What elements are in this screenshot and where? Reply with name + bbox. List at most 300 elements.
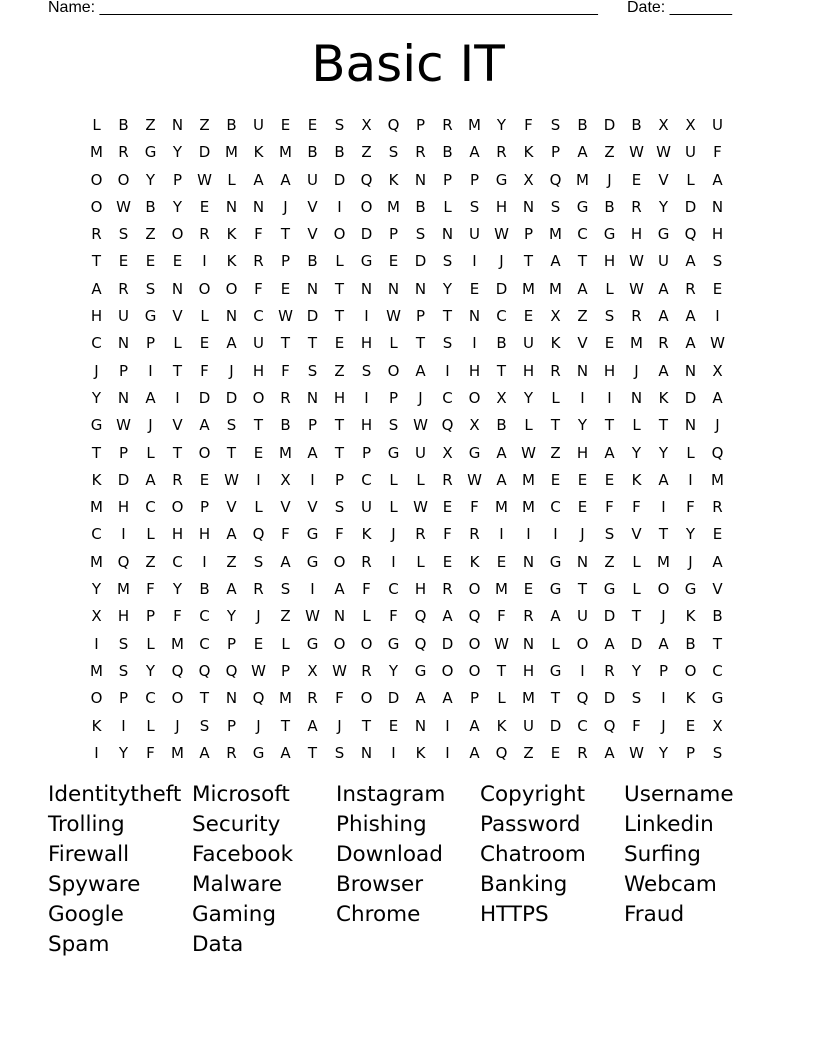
grid-letter[interactable]: A bbox=[145, 470, 156, 489]
grid-letter[interactable]: O bbox=[360, 634, 373, 653]
grid-letter[interactable]: A bbox=[685, 252, 696, 271]
grid-letter[interactable]: F bbox=[713, 143, 722, 162]
grid-letter[interactable]: K bbox=[91, 716, 102, 735]
grid-letter[interactable]: Y bbox=[685, 525, 696, 544]
grid-letter[interactable]: E bbox=[604, 470, 615, 489]
grid-letter[interactable]: Q bbox=[711, 443, 724, 462]
grid-letter[interactable]: S bbox=[631, 689, 642, 708]
grid-letter[interactable]: S bbox=[118, 661, 129, 680]
grid-letter[interactable]: H bbox=[252, 361, 265, 380]
grid-letter[interactable]: M bbox=[225, 143, 238, 162]
grid-letter[interactable]: M bbox=[495, 498, 508, 517]
grid-letter[interactable]: I bbox=[121, 716, 126, 735]
grid-letter[interactable]: D bbox=[441, 634, 454, 653]
grid-letter[interactable]: A bbox=[469, 743, 480, 762]
grid-letter[interactable]: D bbox=[333, 170, 346, 189]
grid-letter[interactable]: E bbox=[631, 170, 642, 189]
grid-letter[interactable]: G bbox=[603, 580, 616, 599]
grid-letter[interactable]: N bbox=[306, 388, 319, 407]
grid-letter[interactable]: Q bbox=[576, 689, 589, 708]
grid-letter[interactable]: R bbox=[361, 552, 372, 571]
grid-letter[interactable]: O bbox=[252, 388, 265, 407]
grid-letter[interactable]: F bbox=[497, 607, 506, 626]
grid-letter[interactable]: J bbox=[499, 252, 504, 271]
grid-letter[interactable]: P bbox=[118, 361, 129, 380]
grid-letter[interactable]: Z bbox=[604, 552, 615, 571]
grid-letter[interactable]: X bbox=[658, 116, 669, 134]
grid-letter[interactable]: Z bbox=[334, 361, 345, 380]
grid-letter[interactable]: T bbox=[577, 252, 588, 271]
grid-letter[interactable]: M bbox=[171, 634, 184, 653]
grid-letter[interactable]: Y bbox=[118, 743, 129, 762]
grid-letter[interactable]: E bbox=[523, 580, 534, 599]
grid-letter[interactable]: V bbox=[577, 334, 588, 353]
grid-letter[interactable]: H bbox=[522, 361, 535, 380]
grid-letter[interactable]: G bbox=[549, 661, 562, 680]
grid-letter[interactable]: W bbox=[656, 143, 671, 162]
grid-letter[interactable]: K bbox=[496, 716, 507, 735]
grid-letter[interactable]: A bbox=[712, 388, 723, 407]
grid-letter[interactable]: L bbox=[416, 470, 425, 489]
grid-letter[interactable]: I bbox=[202, 252, 207, 271]
grid-letter[interactable]: R bbox=[496, 143, 507, 162]
grid-letter[interactable]: E bbox=[604, 334, 615, 353]
grid-letter[interactable]: J bbox=[688, 552, 693, 571]
grid-letter[interactable]: D bbox=[198, 388, 211, 407]
grid-letter[interactable]: F bbox=[146, 580, 155, 599]
grid-letter[interactable]: M bbox=[387, 197, 400, 216]
grid-letter[interactable]: A bbox=[442, 607, 453, 626]
grid-letter[interactable]: F bbox=[281, 361, 290, 380]
grid-letter[interactable]: B bbox=[685, 634, 696, 653]
grid-letter[interactable]: U bbox=[415, 443, 426, 462]
grid-letter[interactable]: Z bbox=[199, 116, 210, 134]
grid-letter[interactable]: N bbox=[306, 279, 319, 298]
grid-letter[interactable]: Q bbox=[414, 607, 427, 626]
grid-letter[interactable]: P bbox=[226, 716, 237, 735]
grid-letter[interactable]: V bbox=[658, 170, 669, 189]
grid-letter[interactable]: L bbox=[173, 334, 182, 353]
grid-letter[interactable]: K bbox=[685, 689, 696, 708]
grid-letter[interactable]: J bbox=[634, 361, 639, 380]
grid-letter[interactable]: J bbox=[607, 170, 612, 189]
grid-letter[interactable]: Z bbox=[523, 743, 534, 762]
grid-letter[interactable]: P bbox=[334, 470, 345, 489]
grid-letter[interactable]: A bbox=[415, 361, 426, 380]
grid-letter[interactable]: A bbox=[442, 689, 453, 708]
grid-letter[interactable]: X bbox=[550, 307, 561, 326]
grid-letter[interactable]: N bbox=[522, 552, 535, 571]
grid-letter[interactable]: C bbox=[172, 552, 183, 571]
grid-letter[interactable]: Y bbox=[388, 661, 399, 680]
grid-letter[interactable]: O bbox=[198, 279, 211, 298]
grid-letter[interactable]: G bbox=[576, 197, 589, 216]
grid-letter[interactable]: A bbox=[577, 143, 588, 162]
grid-letter[interactable]: J bbox=[661, 607, 666, 626]
grid-letter[interactable]: F bbox=[173, 607, 182, 626]
grid-letter[interactable]: Y bbox=[145, 661, 156, 680]
grid-letter[interactable]: B bbox=[307, 143, 318, 162]
grid-letter[interactable]: A bbox=[469, 143, 480, 162]
grid-letter[interactable]: I bbox=[337, 197, 342, 216]
grid-letter[interactable]: H bbox=[603, 361, 616, 380]
grid-letter[interactable]: D bbox=[306, 307, 319, 326]
grid-letter[interactable]: N bbox=[576, 552, 589, 571]
grid-letter[interactable]: M bbox=[468, 116, 481, 134]
grid-letter[interactable]: N bbox=[333, 607, 346, 626]
grid-letter[interactable]: T bbox=[253, 416, 264, 435]
grid-letter[interactable]: R bbox=[280, 388, 291, 407]
grid-letter[interactable]: F bbox=[686, 498, 695, 517]
grid-letter[interactable]: M bbox=[657, 552, 670, 571]
grid-letter[interactable]: X bbox=[442, 443, 453, 462]
grid-letter[interactable]: L bbox=[389, 498, 398, 517]
grid-letter[interactable]: K bbox=[658, 388, 669, 407]
grid-letter[interactable]: I bbox=[94, 634, 99, 653]
grid-letter[interactable]: T bbox=[550, 689, 561, 708]
grid-letter[interactable]: T bbox=[280, 334, 291, 353]
grid-letter[interactable]: T bbox=[280, 716, 291, 735]
grid-letter[interactable]: J bbox=[148, 416, 153, 435]
grid-letter[interactable]: V bbox=[226, 498, 237, 517]
grid-letter[interactable]: X bbox=[496, 388, 507, 407]
grid-letter[interactable]: L bbox=[200, 307, 209, 326]
grid-letter[interactable]: F bbox=[632, 498, 641, 517]
grid-letter[interactable]: K bbox=[469, 552, 480, 571]
grid-letter[interactable]: N bbox=[684, 416, 697, 435]
grid-letter[interactable]: G bbox=[360, 252, 373, 271]
grid-letter[interactable]: Q bbox=[360, 170, 373, 189]
grid-letter[interactable]: I bbox=[121, 525, 126, 544]
grid-letter[interactable]: B bbox=[199, 580, 210, 599]
grid-letter[interactable]: C bbox=[550, 498, 561, 517]
grid-letter[interactable]: P bbox=[280, 661, 291, 680]
grid-letter[interactable]: J bbox=[256, 607, 261, 626]
grid-letter[interactable]: N bbox=[117, 388, 130, 407]
grid-letter[interactable]: O bbox=[117, 170, 130, 189]
grid-letter[interactable]: E bbox=[145, 252, 156, 271]
grid-letter[interactable]: H bbox=[468, 361, 481, 380]
grid-letter[interactable]: P bbox=[469, 170, 480, 189]
grid-letter[interactable]: L bbox=[389, 334, 398, 353]
grid-letter[interactable]: Q bbox=[252, 525, 265, 544]
grid-letter[interactable]: L bbox=[632, 416, 641, 435]
grid-letter[interactable]: O bbox=[468, 661, 481, 680]
grid-letter[interactable]: K bbox=[631, 470, 642, 489]
grid-letter[interactable]: Q bbox=[441, 416, 454, 435]
grid-letter[interactable]: Y bbox=[442, 279, 453, 298]
grid-letter[interactable]: D bbox=[414, 252, 427, 271]
grid-letter[interactable]: X bbox=[280, 470, 291, 489]
grid-letter[interactable]: M bbox=[90, 498, 103, 517]
grid-letter[interactable]: P bbox=[388, 225, 399, 244]
grid-letter[interactable]: R bbox=[442, 580, 453, 599]
grid-letter[interactable]: D bbox=[117, 470, 130, 489]
grid-letter[interactable]: R bbox=[199, 225, 210, 244]
grid-letter[interactable]: P bbox=[118, 443, 129, 462]
grid-letter[interactable]: O bbox=[90, 689, 103, 708]
grid-letter[interactable]: M bbox=[630, 334, 643, 353]
grid-letter[interactable]: I bbox=[94, 743, 99, 762]
grid-letter[interactable]: H bbox=[495, 197, 508, 216]
grid-letter[interactable]: D bbox=[198, 143, 211, 162]
grid-letter[interactable]: O bbox=[387, 361, 400, 380]
grid-letter[interactable]: T bbox=[334, 443, 345, 462]
grid-letter[interactable]: D bbox=[225, 388, 238, 407]
grid-letter[interactable]: E bbox=[442, 552, 453, 571]
grid-letter[interactable]: N bbox=[117, 334, 130, 353]
grid-letter[interactable]: P bbox=[280, 252, 291, 271]
grid-letter[interactable]: Q bbox=[549, 170, 562, 189]
grid-letter[interactable]: B bbox=[496, 416, 507, 435]
grid-letter[interactable]: D bbox=[603, 607, 616, 626]
grid-letter[interactable]: N bbox=[414, 279, 427, 298]
grid-letter[interactable]: E bbox=[199, 470, 210, 489]
grid-letter[interactable]: Z bbox=[280, 607, 291, 626]
grid-letter[interactable]: M bbox=[522, 689, 535, 708]
grid-letter[interactable]: X bbox=[712, 361, 723, 380]
grid-letter[interactable]: Y bbox=[172, 197, 183, 216]
grid-letter[interactable]: P bbox=[415, 307, 426, 326]
grid-letter[interactable]: D bbox=[387, 689, 400, 708]
grid-letter[interactable]: Y bbox=[631, 443, 642, 462]
grid-letter[interactable]: B bbox=[145, 197, 156, 216]
grid-letter[interactable]: W bbox=[251, 661, 266, 680]
grid-letter[interactable]: D bbox=[630, 634, 643, 653]
grid-letter[interactable]: M bbox=[279, 143, 292, 162]
grid-letter[interactable]: W bbox=[629, 143, 644, 162]
grid-letter[interactable]: M bbox=[117, 580, 130, 599]
grid-letter[interactable]: L bbox=[416, 552, 425, 571]
grid-letter[interactable]: W bbox=[629, 743, 644, 762]
grid-letter[interactable]: K bbox=[226, 225, 237, 244]
grid-letter[interactable]: T bbox=[280, 225, 291, 244]
grid-letter[interactable]: F bbox=[200, 361, 209, 380]
grid-letter[interactable]: B bbox=[577, 116, 588, 134]
grid-letter[interactable]: P bbox=[145, 607, 156, 626]
grid-letter[interactable]: P bbox=[658, 661, 669, 680]
grid-letter[interactable]: A bbox=[199, 416, 210, 435]
grid-letter[interactable]: K bbox=[523, 143, 534, 162]
grid-letter[interactable]: B bbox=[631, 116, 642, 134]
grid-letter[interactable]: R bbox=[604, 661, 615, 680]
grid-letter[interactable]: R bbox=[253, 252, 264, 271]
grid-letter[interactable]: R bbox=[118, 279, 129, 298]
grid-letter[interactable]: B bbox=[604, 197, 615, 216]
grid-letter[interactable]: H bbox=[90, 307, 103, 326]
grid-letter[interactable]: N bbox=[441, 225, 454, 244]
grid-letter[interactable]: R bbox=[172, 470, 183, 489]
grid-letter[interactable]: P bbox=[145, 334, 156, 353]
grid-letter[interactable]: M bbox=[522, 279, 535, 298]
grid-letter[interactable]: R bbox=[361, 661, 372, 680]
grid-letter[interactable]: O bbox=[468, 634, 481, 653]
grid-letter[interactable]: T bbox=[334, 416, 345, 435]
grid-letter[interactable]: O bbox=[576, 634, 589, 653]
grid-letter[interactable]: F bbox=[443, 525, 452, 544]
grid-letter[interactable]: T bbox=[415, 334, 426, 353]
grid-letter[interactable]: L bbox=[632, 552, 641, 571]
grid-letter[interactable]: Y bbox=[91, 580, 102, 599]
grid-letter[interactable]: V bbox=[280, 498, 291, 517]
grid-letter[interactable]: A bbox=[280, 552, 291, 571]
grid-letter[interactable]: I bbox=[310, 580, 315, 599]
grid-letter[interactable]: R bbox=[415, 143, 426, 162]
grid-letter[interactable]: O bbox=[333, 552, 346, 571]
grid-letter[interactable]: T bbox=[307, 743, 318, 762]
grid-letter[interactable]: B bbox=[118, 116, 129, 134]
grid-letter[interactable]: E bbox=[280, 279, 291, 298]
grid-letter[interactable]: Z bbox=[145, 116, 156, 134]
grid-letter[interactable]: L bbox=[389, 470, 398, 489]
grid-letter[interactable]: R bbox=[442, 470, 453, 489]
grid-letter[interactable]: A bbox=[280, 170, 291, 189]
grid-letter[interactable]: S bbox=[145, 279, 156, 298]
grid-letter[interactable]: N bbox=[522, 197, 535, 216]
grid-letter[interactable]: A bbox=[145, 388, 156, 407]
grid-letter[interactable]: A bbox=[496, 470, 507, 489]
grid-letter[interactable]: O bbox=[171, 689, 184, 708]
grid-letter[interactable]: I bbox=[526, 525, 531, 544]
grid-letter[interactable]: X bbox=[523, 170, 534, 189]
grid-letter[interactable]: E bbox=[253, 634, 264, 653]
grid-letter[interactable]: G bbox=[711, 689, 724, 708]
grid-letter[interactable]: L bbox=[146, 634, 155, 653]
grid-letter[interactable]: C bbox=[712, 661, 723, 680]
grid-letter[interactable]: R bbox=[469, 525, 480, 544]
grid-letter[interactable]: N bbox=[468, 307, 481, 326]
grid-letter[interactable]: S bbox=[712, 743, 723, 762]
grid-letter[interactable]: F bbox=[281, 525, 290, 544]
grid-letter[interactable]: I bbox=[391, 552, 396, 571]
grid-letter[interactable]: H bbox=[603, 252, 616, 271]
grid-letter[interactable]: R bbox=[631, 307, 642, 326]
grid-letter[interactable]: T bbox=[523, 252, 534, 271]
grid-letter[interactable]: I bbox=[472, 252, 477, 271]
grid-letter[interactable]: M bbox=[549, 279, 562, 298]
grid-letter[interactable]: W bbox=[278, 307, 293, 326]
grid-letter[interactable]: N bbox=[252, 197, 265, 216]
grid-letter[interactable]: A bbox=[658, 634, 669, 653]
grid-letter[interactable]: W bbox=[305, 607, 320, 626]
grid-letter[interactable]: D bbox=[684, 388, 697, 407]
grid-letter[interactable]: I bbox=[445, 743, 450, 762]
grid-letter[interactable]: R bbox=[226, 743, 237, 762]
grid-letter[interactable]: I bbox=[661, 498, 666, 517]
grid-letter[interactable]: W bbox=[494, 225, 509, 244]
grid-letter[interactable]: E bbox=[523, 307, 534, 326]
grid-letter[interactable]: G bbox=[90, 416, 103, 435]
grid-letter[interactable]: X bbox=[469, 416, 480, 435]
grid-letter[interactable]: G bbox=[495, 170, 508, 189]
grid-letter[interactable]: D bbox=[684, 197, 697, 216]
grid-letter[interactable]: D bbox=[603, 689, 616, 708]
grid-letter[interactable]: D bbox=[360, 225, 373, 244]
grid-letter[interactable]: R bbox=[658, 334, 669, 353]
grid-letter[interactable]: A bbox=[658, 361, 669, 380]
grid-letter[interactable]: T bbox=[361, 716, 372, 735]
grid-letter[interactable]: E bbox=[469, 279, 480, 298]
grid-letter[interactable]: Z bbox=[577, 307, 588, 326]
grid-letter[interactable]: N bbox=[360, 743, 373, 762]
grid-letter[interactable]: Y bbox=[523, 388, 534, 407]
grid-letter[interactable]: H bbox=[522, 661, 535, 680]
grid-letter[interactable]: T bbox=[334, 307, 345, 326]
grid-letter[interactable]: L bbox=[551, 388, 560, 407]
grid-letter[interactable]: K bbox=[361, 525, 372, 544]
grid-letter[interactable]: F bbox=[335, 689, 344, 708]
grid-letter[interactable]: W bbox=[332, 661, 347, 680]
grid-letter[interactable]: S bbox=[280, 580, 291, 599]
grid-letter[interactable]: C bbox=[361, 470, 372, 489]
grid-letter[interactable]: N bbox=[225, 307, 238, 326]
grid-letter[interactable]: G bbox=[549, 552, 562, 571]
grid-letter[interactable]: N bbox=[387, 279, 400, 298]
grid-letter[interactable]: I bbox=[607, 388, 612, 407]
grid-letter[interactable]: Q bbox=[603, 716, 616, 735]
grid-letter[interactable]: P bbox=[226, 634, 237, 653]
grid-letter[interactable]: T bbox=[577, 580, 588, 599]
grid-letter[interactable]: H bbox=[198, 525, 211, 544]
grid-letter[interactable]: M bbox=[711, 470, 724, 489]
grid-letter[interactable]: U bbox=[685, 143, 696, 162]
grid-letter[interactable]: S bbox=[307, 361, 318, 380]
grid-letter[interactable]: M bbox=[495, 580, 508, 599]
grid-letter[interactable]: N bbox=[414, 716, 427, 735]
grid-letter[interactable]: E bbox=[712, 525, 723, 544]
grid-letter[interactable]: W bbox=[413, 498, 428, 517]
grid-letter[interactable]: O bbox=[441, 661, 454, 680]
grid-letter[interactable]: A bbox=[226, 334, 237, 353]
grid-letter[interactable]: V bbox=[712, 580, 723, 599]
grid-letter[interactable]: G bbox=[306, 525, 319, 544]
grid-letter[interactable]: Q bbox=[252, 689, 265, 708]
grid-letter[interactable]: A bbox=[685, 307, 696, 326]
grid-letter[interactable]: I bbox=[445, 716, 450, 735]
grid-letter[interactable]: A bbox=[91, 279, 102, 298]
grid-letter[interactable]: E bbox=[442, 498, 453, 517]
grid-letter[interactable]: E bbox=[334, 334, 345, 353]
grid-letter[interactable]: G bbox=[603, 225, 616, 244]
grid-letter[interactable]: A bbox=[307, 443, 318, 462]
grid-letter[interactable]: V bbox=[631, 525, 642, 544]
grid-letter[interactable]: M bbox=[90, 661, 103, 680]
grid-letter[interactable]: I bbox=[580, 388, 585, 407]
grid-letter[interactable]: E bbox=[199, 334, 210, 353]
grid-letter[interactable]: S bbox=[604, 525, 615, 544]
grid-letter[interactable]: N bbox=[171, 116, 184, 134]
grid-letter[interactable]: E bbox=[199, 197, 210, 216]
grid-letter[interactable]: R bbox=[523, 607, 534, 626]
grid-letter[interactable]: C bbox=[253, 307, 264, 326]
grid-letter[interactable]: A bbox=[226, 525, 237, 544]
grid-letter[interactable]: I bbox=[310, 470, 315, 489]
grid-letter[interactable]: H bbox=[117, 607, 130, 626]
grid-letter[interactable]: T bbox=[658, 525, 669, 544]
grid-letter[interactable]: P bbox=[685, 743, 696, 762]
grid-letter[interactable]: E bbox=[388, 252, 399, 271]
grid-letter[interactable]: F bbox=[254, 225, 263, 244]
grid-letter[interactable]: Z bbox=[550, 443, 561, 462]
grid-letter[interactable]: M bbox=[576, 170, 589, 189]
grid-letter[interactable]: R bbox=[631, 197, 642, 216]
grid-letter[interactable]: F bbox=[524, 116, 533, 134]
grid-letter[interactable]: Y bbox=[496, 116, 507, 134]
grid-letter[interactable]: I bbox=[661, 689, 666, 708]
grid-letter[interactable]: S bbox=[388, 416, 399, 435]
grid-letter[interactable]: T bbox=[334, 279, 345, 298]
grid-letter[interactable]: Z bbox=[361, 143, 372, 162]
